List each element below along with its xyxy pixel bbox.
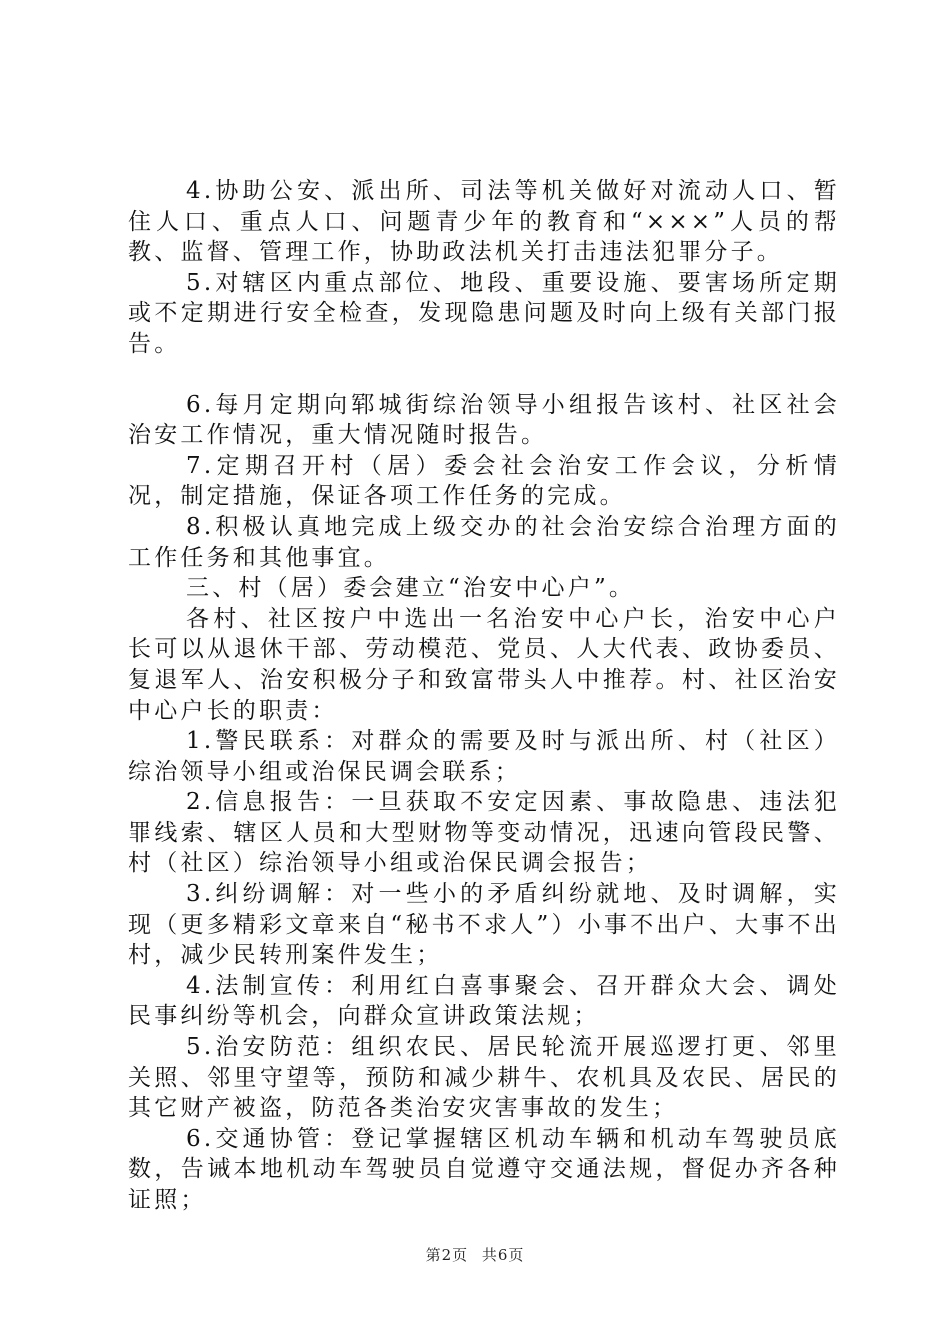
duty-item-2: 2.信息报告：一旦获取不安定因素、事故隐患、违法犯罪线索、辖区人员和大型财物等变动情况，迅速向管段民警、村（社区）综治领导小组或治保民调会报告； (128, 789, 840, 877)
duty-item-3: 3.纠纷调解：对一些小的矛盾纠纷就地、及时调解，实现（更多精彩文章来自“秘书不求人”）小事不出户、大事不出村，减少民转刑案件发生； (128, 881, 840, 969)
duty-item-6: 6.交通协管：登记掌握辖区机动车辆和机动车驾驶员底数，告诫本地机动车驾驶员自觉遵守交通法规，督促办齐各种证照； (128, 1125, 840, 1213)
paragraph-item-6: 6.每月定期向郓城街综治领导小组报告该村、社区社会治安工作情况，重大情况随时报告。 (128, 391, 840, 449)
paragraph-item-7: 7.定期召开村（居）委会社会治安工作会议，分析情况，制定措施，保证各项工作任务的完成。 (128, 452, 840, 510)
duty-item-4: 4.法制宣传：利用红白喜事聚会、召开群众大会、调处民事纠纷等机会，向群众宣讲政策法规； (128, 972, 840, 1030)
page-number-current: 第2页 (425, 1246, 469, 1264)
paragraph-gap (128, 360, 840, 390)
section-heading-3: 三、村（居）委会建立“治安中心户”。 (186, 575, 636, 602)
duty-item-5: 5.治安防范：组织农民、居民轮流开展巡逻打更、邻里关照、邻里守望等，预防和减少耕牛、农机具及农民、居民的其它财产被盗，防范各类治安灾害事故的发生； (128, 1034, 840, 1122)
paragraph-intro: 各村、社区按户中选出一名治安中心户长，治安中心户长可以从退休干部、劳动模范、党员、人大代表、政协委员、复退军人、治安积极分子和致富带头人中推荐。村、社区治安中心户长的职责： (128, 605, 840, 724)
paragraph-item-8: 8.积极认真地完成上级交办的社会治安综合治理方面的工作任务和其他事宜。 (128, 513, 840, 571)
page-number-total: 共6页 (481, 1246, 525, 1264)
paragraph-item-5: 5.对辖区内重点部位、地段、重要设施、要害场所定期或不定期进行安全检查，发现隐患问题及时向上级有关部门报告。 (128, 269, 840, 357)
document-body (128, 176, 840, 1216)
paragraph-item-4: 4.协助公安、派出所、司法等机关做好对流动人口、暂住人口、重点人口、问题青少年的教育和“×××”人员的帮教、监督、管理工作，协助政法机关打击违法犯罪分子。 (128, 178, 840, 266)
page-footer (0, 1244, 950, 1265)
duty-item-1: 1.警民联系：对群众的需要及时与派出所、村（社区）综治领导小组或治保民调会联系； (128, 728, 840, 785)
